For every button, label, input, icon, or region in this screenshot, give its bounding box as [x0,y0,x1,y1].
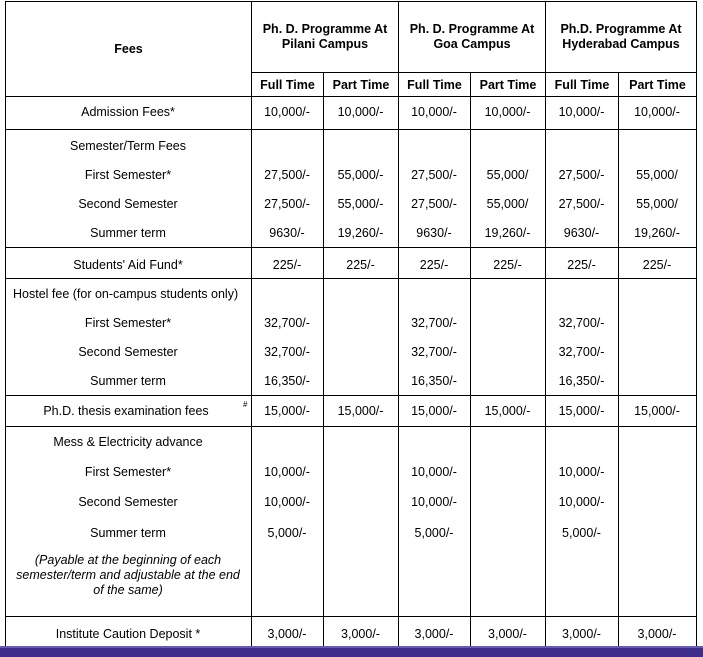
mode-header [251,72,324,97]
row-value-cell [398,426,471,617]
thesis-value: 15,000/- [634,404,680,418]
row-value-cell [470,278,546,396]
hostel-first-value: 32,700/- [411,316,457,330]
fees-label: Fees [114,42,143,56]
aid-label: Students' Aid Fund* [73,258,183,272]
mode-label: Full Time [260,77,315,92]
mess-summer-value: 5,000/- [562,526,601,540]
semester-second-label: Second Semester [78,197,178,211]
mess-second-value: 10,000/- [411,495,457,509]
caution-value: 3,000/- [637,627,677,641]
mode-label: Part Time [629,77,686,92]
mode-label: Full Time [407,77,462,92]
admission-value: 10,000/- [484,105,531,119]
hostel-summer-label: Summer term [90,374,166,388]
mess-second-label: Second Semester [78,495,178,509]
row-value-cell [323,426,399,617]
campus-title-line1: Ph. D. Programme At [409,22,535,36]
mess-summer-label: Summer term [90,526,166,540]
semester-first-value: 55,000/ [636,168,678,182]
semester-summer-value: 19,260/- [484,226,531,240]
hostel-first-label: First Semester* [84,316,172,330]
row-value-cell [323,278,399,396]
semester-summer-label: Summer term [90,226,166,240]
campus-title-line1: Ph. D. Programme At [262,22,388,36]
admission-value: 10,000/- [337,105,384,119]
semester-first-value: 27,500/- [411,168,457,182]
mess-note-line: of the same) [93,583,163,597]
mode-label: Part Time [479,77,537,92]
admission-value: 10,000/- [264,105,310,119]
thesis-value: 15,000/- [337,404,384,418]
thesis-value: 15,000/- [411,404,457,418]
admission-label: Admission Fees* [81,105,175,119]
mode-label: Full Time [554,77,610,92]
caution-label: Institute Caution Deposit * [55,627,201,641]
aid-value: 225/- [493,258,522,272]
admission-value: 10,000/- [558,105,605,119]
semester-second-value: 55,000/ [486,197,529,211]
semester-second-value: 55,000/ [636,197,678,211]
admission-value: 10,000/- [634,105,680,119]
semester-summer-value: 9630/- [269,226,305,240]
row-value-cell [545,426,619,617]
campus-header [545,1,697,73]
row-value-cell [470,426,546,617]
mode-label: Part Time [332,77,390,92]
hostel-second-value: 32,700/- [411,345,457,359]
mess-first-label: First Semester* [84,465,172,479]
bottom-band [0,648,703,657]
semester-second-value: 55,000/- [337,197,384,211]
aid-value: 225/- [567,258,596,272]
semester-second-value: 27,500/- [411,197,457,211]
campus-header [398,1,546,73]
mess-summer-value: 5,000/- [414,526,454,540]
semester-second-value: 27,500/- [558,197,605,211]
hostel-first-value: 32,700/- [264,316,310,330]
mode-header [323,72,399,97]
campus-title-line2: Goa Campus [433,37,511,51]
hostel-first-value: 32,700/- [558,316,605,330]
aid-value: 225/- [419,258,449,272]
semester-summer-value: 19,260/- [634,226,680,240]
campus-title-line2: Hyderabad Campus [562,37,680,51]
mess-second-value: 10,000/- [264,495,310,509]
aid-value: 225/- [346,258,375,272]
campus-title-line1: Ph.D. Programme At [560,22,682,36]
semester-summer-value: 9630/- [416,226,452,240]
campus-title-line2: Pilani Campus [281,37,369,51]
thesis-value: 15,000/- [558,404,605,418]
fees-header [5,1,252,97]
mode-header [470,72,546,97]
mode-header [545,72,619,97]
semester-first-value: 55,000/ [486,168,529,182]
mess-title: Mess & Electricity advance [53,435,203,449]
hostel-second-value: 32,700/- [558,345,605,359]
semester-first-value: 27,500/- [264,168,310,182]
caution-value: 3,000/- [267,627,307,641]
semester-summer-value: 9630/- [563,226,600,240]
row-value-cell [251,426,324,617]
thesis-value: 15,000/- [484,404,531,418]
semester-second-value: 27,500/- [264,197,310,211]
hostel-summer-value: 16,350/- [411,374,457,388]
mess-note-line: (Payable at the beginning of each [34,553,222,567]
semester-first-value: 27,500/- [558,168,605,182]
campus-header [251,1,399,73]
hostel-summer-value: 16,350/- [264,374,310,388]
mode-header [398,72,471,97]
caution-value: 3,000/- [341,627,380,641]
mess-first-value: 10,000/- [558,465,605,479]
thesis-footnote-mark: # [243,400,248,409]
caution-value: 3,000/- [562,627,601,641]
mess-note-line: semester/term and adjustable at the end [16,568,240,582]
mess-first-value: 10,000/- [264,465,310,479]
semester-title: Semester/Term Fees [69,139,187,153]
semester-first-label: First Semester* [84,168,172,182]
hostel-second-value: 32,700/- [264,345,310,359]
caution-value: 3,000/- [414,627,454,641]
semester-first-value: 55,000/- [337,168,384,182]
mess-second-value: 10,000/- [558,495,605,509]
hostel-title: Hostel fee (for on-campus students only) [13,287,239,301]
caution-value: 3,000/- [488,627,527,641]
aid-value: 225/- [642,258,672,272]
mode-header [618,72,697,97]
row-value-cell [618,278,697,396]
admission-value: 10,000/- [411,105,457,119]
semester-summer-value: 19,260/- [337,226,384,240]
mess-summer-value: 5,000/- [267,526,307,540]
thesis-label: Ph.D. thesis examination fees [43,404,209,418]
thesis-value: 15,000/- [264,404,310,418]
aid-value: 225/- [272,258,302,272]
mess-first-value: 10,000/- [411,465,457,479]
hostel-second-label: Second Semester [78,345,178,359]
hostel-summer-value: 16,350/- [558,374,605,388]
row-value-cell [618,426,697,617]
